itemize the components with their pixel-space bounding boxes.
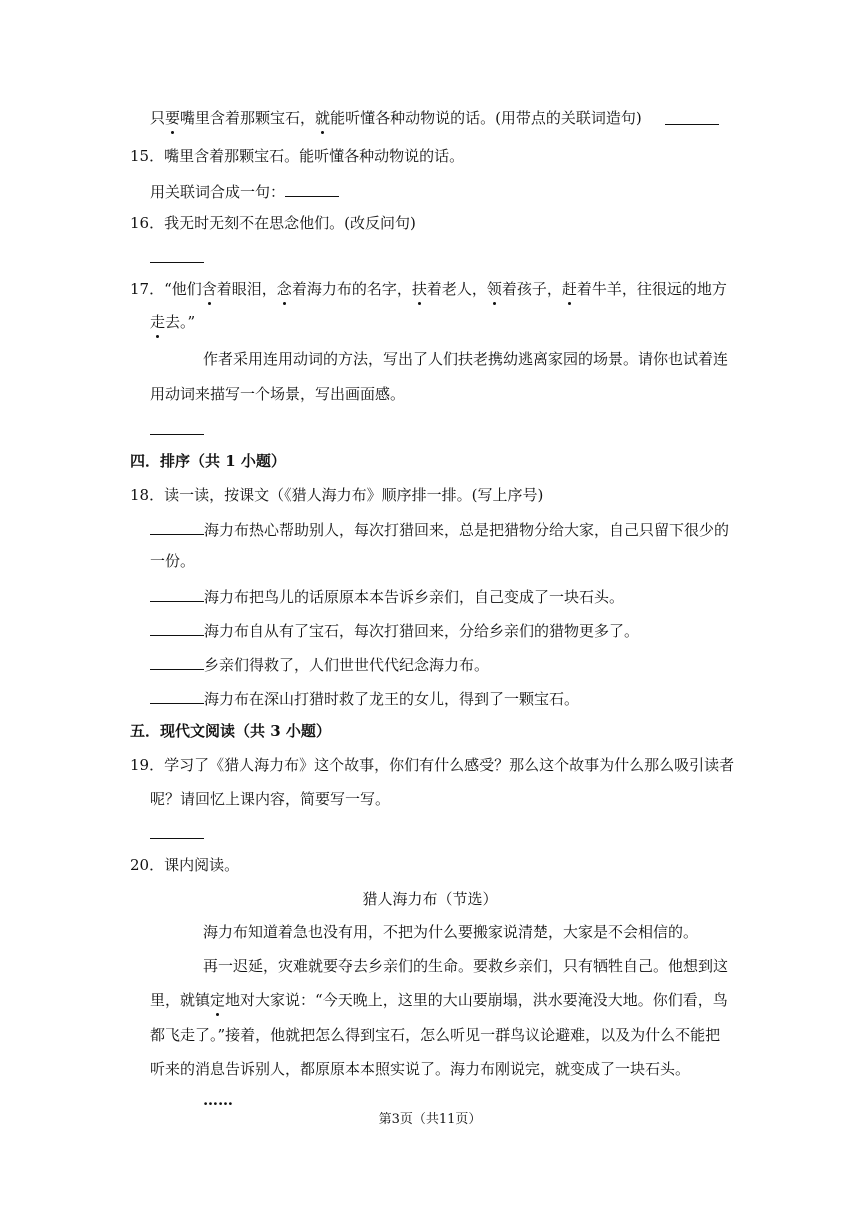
q17-text: 着牛羊，往很远的地方 bbox=[576, 280, 727, 298]
q15-instruction bbox=[150, 180, 339, 202]
passage-ellipsis: …… bbox=[203, 1091, 233, 1109]
q18-item-text: 海力布在深山打猎时救了龙王的女儿，得到了一颗宝石。 bbox=[204, 690, 580, 708]
q18-question: 18．读一读，按课文（《猎人海力布》顺序排一排。(写上序号) bbox=[130, 486, 544, 504]
q20-question: 20．课内阅读。 bbox=[130, 856, 240, 874]
q18-item-text: 乡亲们得救了，人们世世代代纪念海力布。 bbox=[204, 656, 490, 674]
q19-answer-blank[interactable] bbox=[150, 822, 204, 844]
q17-dotted-verb: 念 bbox=[276, 280, 292, 298]
q18-item-3 bbox=[150, 619, 639, 641]
q17-text: 着海力布的名字， bbox=[291, 280, 412, 298]
q17-dotted-verb: 赶 bbox=[561, 280, 577, 298]
q16-answer-blank[interactable] bbox=[150, 246, 204, 268]
q18-item-text: 海力布热心帮助别人，每次打猎回来，总是把猎物分给大家，自己只留下很少的 bbox=[204, 521, 730, 539]
q19-question-line1: 19．学习了《猎人海力布》这个故事，你们有什么感受？那么这个故事为什么那么吸引读者 bbox=[130, 756, 735, 774]
q18-order-blank[interactable] bbox=[150, 585, 204, 602]
q18-item-1-cont: 一份。 bbox=[150, 552, 196, 570]
page-number-footer: 第3页（共11页） bbox=[378, 1112, 482, 1127]
section5-heading: 五．现代文阅读（共 3 小题） bbox=[130, 722, 331, 740]
q14-dotted-char: 就 bbox=[315, 109, 331, 127]
q14-text-part: 只 bbox=[150, 109, 166, 127]
q17-dotted-verb: 扶 bbox=[411, 280, 427, 298]
q18-item-4 bbox=[150, 653, 489, 675]
q17-text: 17．“他们 bbox=[130, 280, 202, 298]
passage-paragraph-2-line4: 听来的消息告诉别人，都原原本本照实说了。海力布刚说完，就变成了一块石头。 bbox=[150, 1060, 691, 1078]
q18-order-blank[interactable] bbox=[150, 687, 204, 704]
q17-dotted-verb: 含 bbox=[201, 280, 217, 298]
q17-prompt-line1: 作者采用连用动词的方法，写出了人们扶老携幼逃离家园的场景。请你也试着连 bbox=[203, 350, 729, 368]
passage-dotted-char: 定 bbox=[210, 991, 226, 1009]
q14-sentence bbox=[150, 108, 642, 128]
q15-instruction-text: 用关联词合成一句： bbox=[150, 183, 286, 201]
q18-item-1 bbox=[150, 518, 729, 540]
q18-item-text: 海力布把鸟儿的话原原本本告诉乡亲们，自己变成了一块石头。 bbox=[204, 588, 625, 606]
q16-question: 16．我无时无刻不在思念他们。(改反问句) bbox=[130, 214, 416, 232]
passage-text: 里，就镇 bbox=[150, 991, 211, 1009]
q18-order-blank[interactable] bbox=[150, 518, 204, 535]
q17-quote-line2 bbox=[150, 312, 195, 332]
passage-title: 猎人海力布（节选） bbox=[362, 890, 498, 908]
q18-order-blank[interactable] bbox=[150, 619, 204, 636]
section4-heading: 四．排序（共 1 小题） bbox=[130, 452, 286, 470]
passage-text: 地对大家说：“今天晚上，这里的大山要崩塌，洪水要淹没大地。你们看，鸟 bbox=[225, 991, 728, 1009]
q19-question-line2: 呢？请回忆上课内容，简要写一写。 bbox=[150, 790, 391, 808]
q17-text: 着孩子， bbox=[501, 280, 562, 298]
q17-dotted-verb: 走 bbox=[150, 313, 166, 331]
q17-text: 去。” bbox=[165, 313, 196, 331]
q17-answer-blank[interactable] bbox=[150, 418, 204, 440]
passage-paragraph-2-line3: 都飞走了。”接着，他就把怎么得到宝石，怎么听见一群鸟议论避难，以及为什么不能把 bbox=[150, 1026, 721, 1044]
passage-paragraph-2-line2 bbox=[150, 990, 728, 1010]
q15-question: 15．嘴里含着那颗宝石。能听懂各种动物说的话。 bbox=[130, 147, 465, 165]
q17-quote-line1 bbox=[130, 279, 727, 299]
passage-paragraph-1: 海力布知道着急也没有用，不把为什么要搬家说清楚，大家是不会相信的。 bbox=[203, 923, 699, 941]
q17-dotted-verb: 领 bbox=[486, 280, 502, 298]
q14-text-part: 嘴里含着那颗宝石， bbox=[180, 109, 316, 127]
q18-order-blank[interactable] bbox=[150, 653, 204, 670]
q14-answer-blank[interactable] bbox=[665, 108, 719, 130]
q18-item-5 bbox=[150, 687, 579, 709]
q14-text-part: 能听懂各种动物说的话。(用带点的关联词造句) bbox=[330, 109, 642, 127]
q18-item-2 bbox=[150, 585, 624, 607]
q15-answer-blank[interactable] bbox=[285, 180, 339, 197]
q17-text: 着眼泪， bbox=[216, 280, 277, 298]
q17-prompt-line2: 用动词来描写一个场景，写出画面感。 bbox=[150, 385, 406, 403]
q17-text: 着老人， bbox=[426, 280, 487, 298]
passage-paragraph-2-line1: 再一迟延，灾难就要夺去乡亲们的生命。要救乡亲们，只有牺牲自己。他想到这 bbox=[203, 957, 729, 975]
q14-dotted-char: 要 bbox=[165, 109, 181, 127]
q18-item-text: 海力布自从有了宝石，每次打猎回来，分给乡亲们的猎物更多了。 bbox=[204, 622, 640, 640]
